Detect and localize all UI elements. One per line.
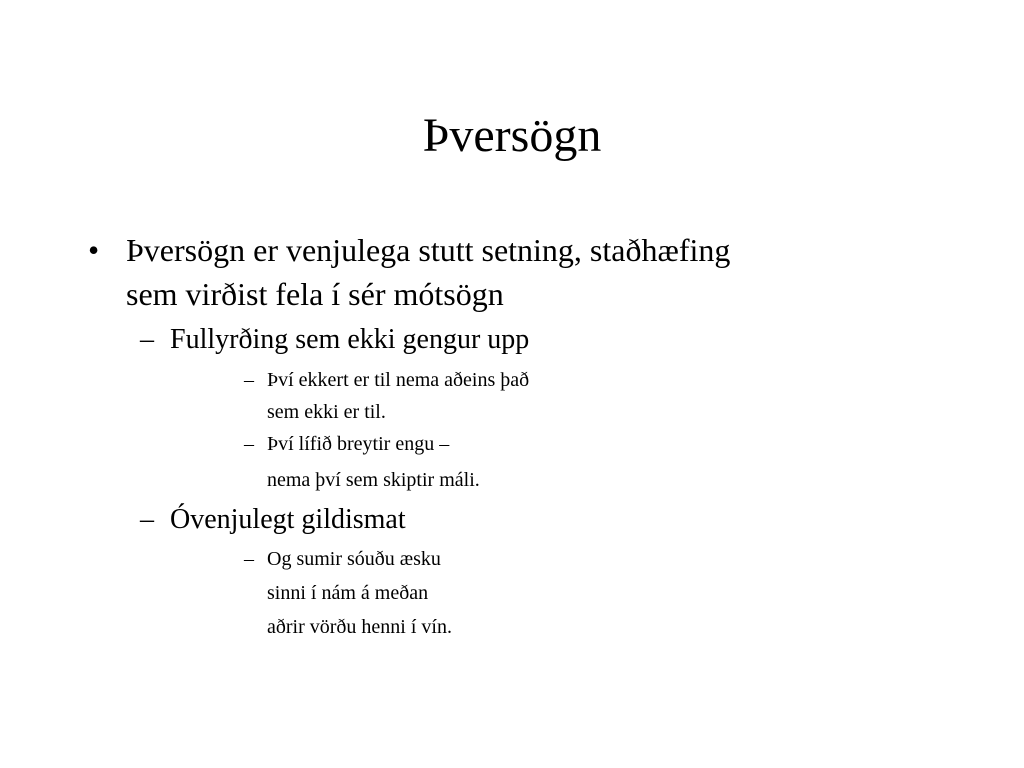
slide-title: Þversögn: [422, 109, 602, 162]
sub-item-dash: –: [140, 504, 154, 535]
bullet-dot: •: [88, 232, 100, 268]
example-line: nema því sem skiptir máli.: [267, 469, 480, 491]
example-dash: –: [244, 548, 254, 570]
example-line: sem ekki er til.: [267, 401, 386, 423]
example-line: Og sumir sóuðu æsku: [267, 548, 441, 570]
example-line: Því lífið breytir engu –: [267, 433, 450, 455]
sub-item-fullyrding: Fullyrðing sem ekki gengur upp: [170, 324, 530, 355]
sub-item-ovenjulegt: Óvenjulegt gildismat: [170, 504, 406, 535]
example-line: aðrir vörðu henni í vín.: [267, 616, 452, 638]
example-dash: –: [244, 433, 254, 455]
example-line: sinni í nám á meðan: [267, 582, 429, 604]
sub-item-dash: –: [140, 324, 154, 355]
example-line: Því ekkert er til nema aðeins það: [267, 369, 530, 391]
main-bullet-line-2: sem virðist fela í sér mótsögn: [126, 276, 504, 312]
main-bullet-line-1: Þversögn er venjulega stutt setning, staðhæfing: [126, 232, 731, 268]
example-dash: –: [244, 369, 254, 391]
